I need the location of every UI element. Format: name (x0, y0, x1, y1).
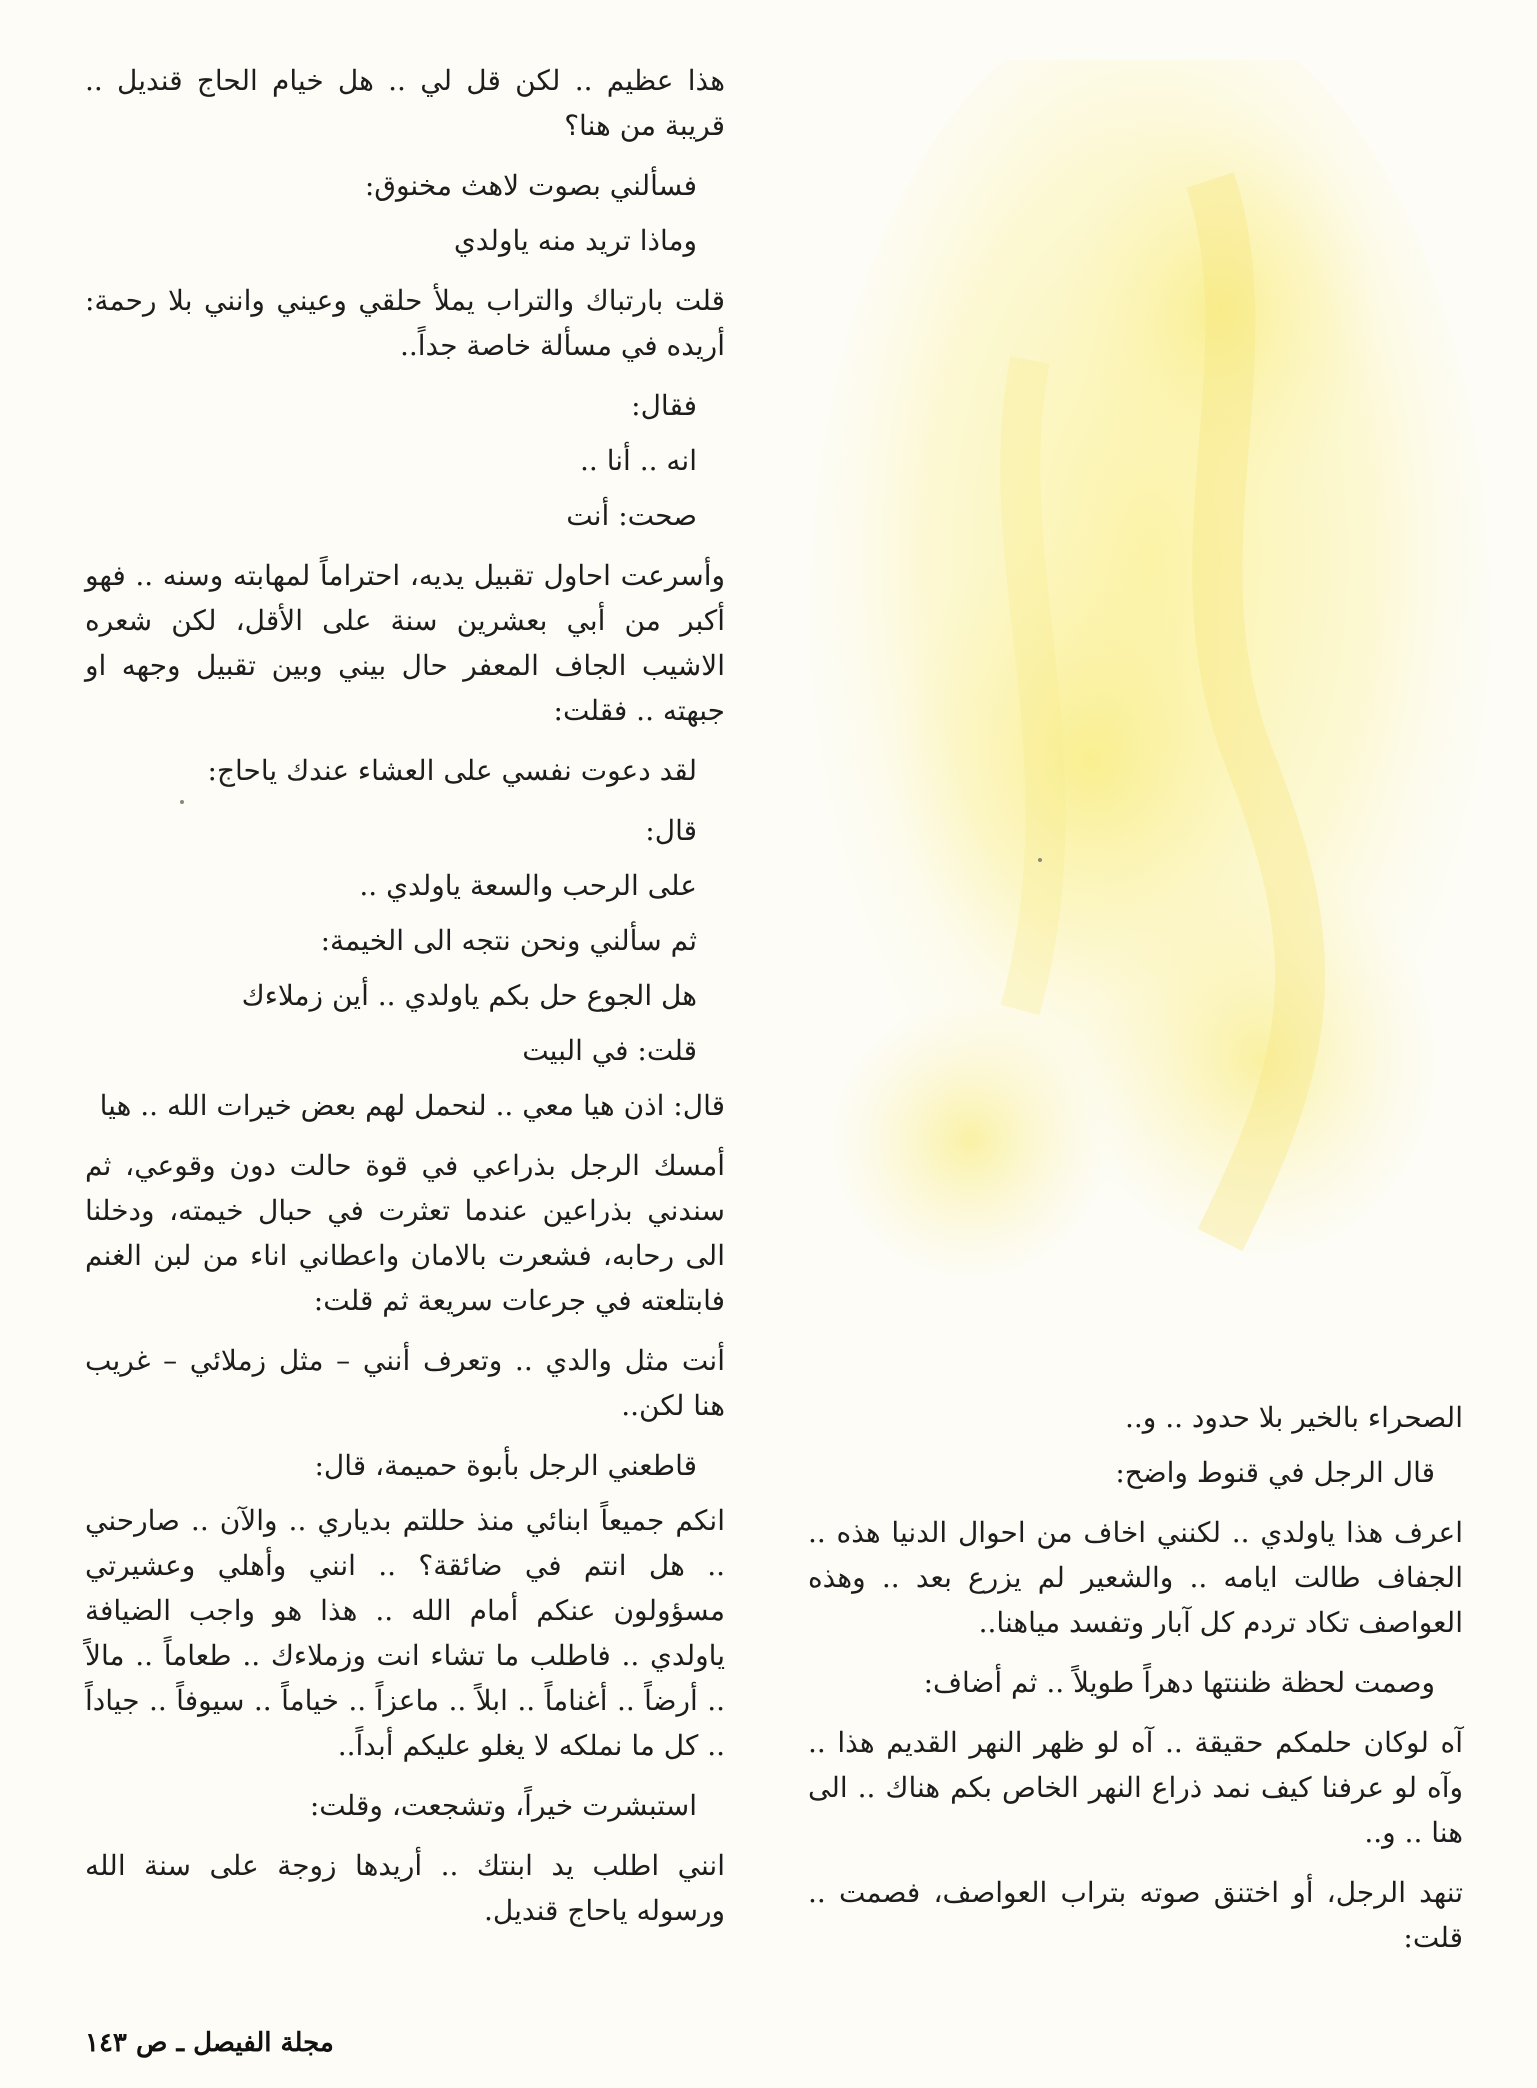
print-speck (180, 800, 184, 804)
paragraph: قال: (645, 814, 697, 847)
paragraph: استبشرت خيراً، وتشجعت، وقلت: (309, 1789, 697, 1822)
paragraph: وأسرعت احاول تقبيل يديه، احتراماً لمهابته وسنه .. فهو أكبر من أبي بعشرين سنة على الأقل، لكن شعره الاشيب الجاف المعفر حال بيني وبين تقبيل وجهه او جبهته .. فقلت: (85, 559, 725, 727)
paragraph: تنهد الرجل، أو اختنق صوته بتراب العواصف، فصمت .. قلت: (808, 1876, 1463, 1954)
left-text-column (808, 1395, 1463, 1975)
faded-illustration (790, 60, 1490, 1300)
paragraph: قلت بارتباك والتراب يملأ حلقي وعيني وانني بلا رحمة: أريده في مسألة خاصة جداً.. (85, 284, 725, 362)
paragraph: هل الجوع حل بكم ياولدي .. أين زملاءك (241, 979, 697, 1012)
paragraph: قاطعني الرجل بأبوة حميمة، قال: (314, 1449, 697, 1482)
paragraph: وصمت لحظة ظننتها دهراً طويلاً .. ثم أضاف: (923, 1666, 1435, 1699)
paragraph: قال الرجل في قنوط واضح: (1115, 1456, 1435, 1489)
paragraph: قال: اذن هيا معي .. لنحمل لهم بعض خيرات الله .. هيا (99, 1089, 725, 1122)
paragraph: قلت: في البيت (522, 1034, 697, 1067)
paragraph: انني اطلب يد ابنتك .. أريدها زوجة على سنة الله ورسوله ياحاج قنديل. (85, 1849, 725, 1927)
paragraph: فقال: (631, 389, 697, 422)
print-speck (1038, 858, 1042, 862)
paragraph: فسألني بصوت لاهث مخنوق: (364, 169, 697, 202)
paragraph: على الرحب والسعة ياولدي .. (359, 869, 697, 902)
paragraph: الصحراء بالخير بلا حدود .. و.. (1124, 1401, 1463, 1434)
paragraph: وماذا تريد منه ياولدي (453, 224, 697, 257)
page-footer: مجلة الفيصل ـ ص ١٤٣ (85, 2028, 334, 2058)
paragraph: أمسك الرجل بذراعي في قوة حالت دون وقوعي، ثم سندني بذراعين عندما تعثرت في حبال خيمته، ودخلنا الى رحابه، فشعرت بالامان واعطاني اناء من لبن الغنم فابتلعته في جرعات سريعة ثم قلت: (85, 1149, 725, 1317)
paragraph: ثم سألني ونحن نتجه الى الخيمة: (320, 924, 697, 957)
paragraph: انكم جميعاً ابنائي منذ حللتم بدياري .. والآن .. صارحني .. هل انتم في ضائقة؟ .. انني وأهلي وعشيرتي مسؤولون عنكم أمام الله .. هذا هو واجب الضيافة ياولدي .. فاطلب ما تشاء انت وزملاءك .. طعاماً .. مالاً .. أرضاً .. أغناماً .. ابلاً .. ماعزاً .. خياماً .. سيوفاً .. جياداً .. كل ما نملكه لا يغلو عليكم أبداً.. (85, 1504, 725, 1762)
paragraph: هذا عظيم .. لكن قل لي .. هل خيام الحاج قنديل .. قريبة من هنا؟ (85, 64, 725, 142)
paragraph: أنت مثل والدي .. وتعرف أنني – مثل زملائي – غريب هنا لكن.. (85, 1344, 725, 1422)
right-text-column (85, 58, 725, 1948)
paragraph: انه .. أنا .. (580, 444, 697, 477)
paragraph: اعرف هذا ياولدي .. لكنني اخاف من احوال الدنيا هذه .. الجفاف طالت ايامه .. والشعير لم يزرع بعد .. وهذه العواصف تكاد تردم كل آبار وتفسد مياهنا.. (808, 1516, 1463, 1639)
paragraph: صحت: أنت (566, 499, 697, 532)
paragraph: لقد دعوت نفسي على العشاء عندك ياحاج: (207, 754, 697, 787)
paragraph: آه لوكان حلمكم حقيقة .. آه لو ظهر النهر القديم هذا .. وآه لو عرفنا كيف نمد ذراع النهر الخاص بكم هناك .. الى هنا .. و.. (808, 1726, 1463, 1849)
